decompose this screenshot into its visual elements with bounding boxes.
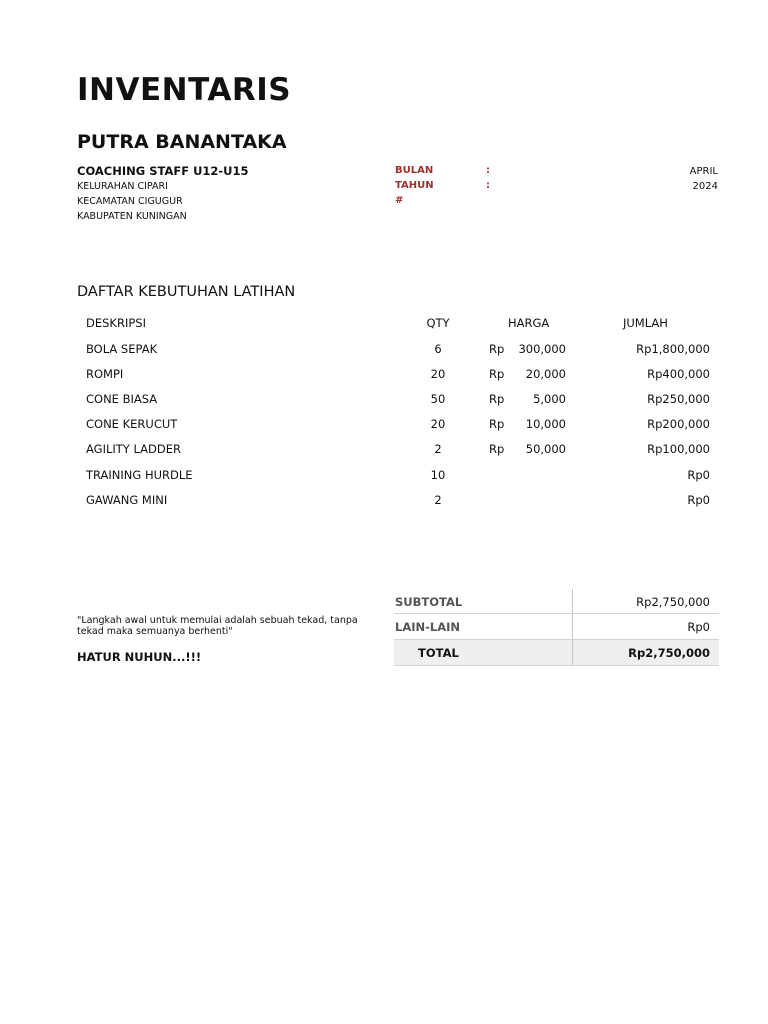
number-label: # — [395, 195, 404, 206]
month-label: BULAN — [395, 165, 434, 176]
item-amount: Rp400,000 — [647, 367, 710, 381]
totals-separator — [394, 665, 719, 666]
table-row — [0, 442, 768, 462]
header-qty: QTY — [426, 316, 450, 330]
table-row — [0, 367, 768, 387]
address-line-2: KECAMATAN CIGUGUR — [77, 196, 183, 207]
subtotal-row — [394, 589, 719, 614]
item-currency: Rp — [489, 342, 505, 356]
other-value: Rp0 — [687, 620, 710, 634]
totals-divider — [572, 614, 573, 639]
address-line-1: KELURAHAN CIPARI — [77, 181, 168, 192]
item-currency: Rp — [489, 417, 505, 431]
item-qty: 10 — [430, 468, 446, 482]
total-label: TOTAL — [418, 646, 459, 660]
year-colon: : — [486, 180, 490, 191]
item-price: 5,000 — [533, 392, 566, 406]
year-value: 2024 — [692, 181, 718, 192]
subtotal-value: Rp2,750,000 — [636, 595, 710, 609]
item-amount: Rp0 — [687, 493, 710, 507]
table-row — [0, 417, 768, 437]
total-value: Rp2,750,000 — [628, 646, 710, 660]
header-amount: JUMLAH — [623, 316, 668, 330]
item-desc: TRAINING HURDLE — [86, 468, 193, 482]
item-qty: 20 — [430, 417, 446, 431]
item-price: 20,000 — [525, 367, 566, 381]
year-label: TAHUN — [395, 180, 434, 191]
item-price: 50,000 — [525, 442, 566, 456]
item-currency: Rp — [489, 367, 505, 381]
other-row — [394, 614, 719, 639]
other-label: LAIN-LAIN — [395, 620, 461, 634]
item-price: 300,000 — [518, 342, 566, 356]
item-price: 10,000 — [525, 417, 566, 431]
table-row — [0, 468, 768, 488]
month-value: APRIL — [689, 166, 718, 177]
item-amount: Rp0 — [687, 468, 710, 482]
item-desc: ROMPI — [86, 367, 124, 381]
subtotal-label: SUBTOTAL — [395, 595, 463, 609]
header-price: HARGA — [508, 316, 550, 330]
item-qty: 50 — [430, 392, 446, 406]
totals-divider — [572, 589, 573, 614]
item-amount: Rp1,800,000 — [636, 342, 710, 356]
item-qty: 2 — [434, 493, 442, 507]
table-row — [0, 493, 768, 513]
company-name: PUTRA BANANTAKA — [77, 131, 287, 153]
item-qty: 20 — [430, 367, 446, 381]
totals-divider — [572, 640, 573, 665]
item-amount: Rp200,000 — [647, 417, 710, 431]
item-desc: GAWANG MINI — [86, 493, 168, 507]
item-amount: Rp250,000 — [647, 392, 710, 406]
item-amount: Rp100,000 — [647, 442, 710, 456]
header-desc: DESKRIPSI — [86, 316, 146, 330]
item-currency: Rp — [489, 392, 505, 406]
item-desc: BOLA SEPAK — [86, 342, 158, 356]
table-row — [0, 392, 768, 412]
item-currency: Rp — [489, 442, 505, 456]
address-line-3: KABUPATEN KUNINGAN — [77, 211, 187, 222]
item-desc: CONE BIASA — [86, 392, 158, 406]
item-qty: 2 — [434, 442, 442, 456]
sub-company-name: COACHING STAFF U12-U15 — [77, 164, 249, 178]
item-desc: AGILITY LADDER — [86, 442, 181, 456]
document-title: INVENTARIS — [77, 72, 292, 108]
item-desc: CONE KERUCUT — [86, 417, 178, 431]
month-colon: : — [486, 165, 490, 176]
section-title: DAFTAR KEBUTUHAN LATIHAN — [77, 284, 296, 300]
footer-quote: "Langkah awal untuk memulai adalah sebuah tekad, tanpa tekad maka semuanya berhenti" — [77, 615, 358, 637]
item-qty: 6 — [434, 342, 442, 356]
total-row — [394, 640, 719, 665]
footer-thanks: HATUR NUHUN...!!! — [77, 650, 202, 664]
table-row — [0, 342, 768, 362]
